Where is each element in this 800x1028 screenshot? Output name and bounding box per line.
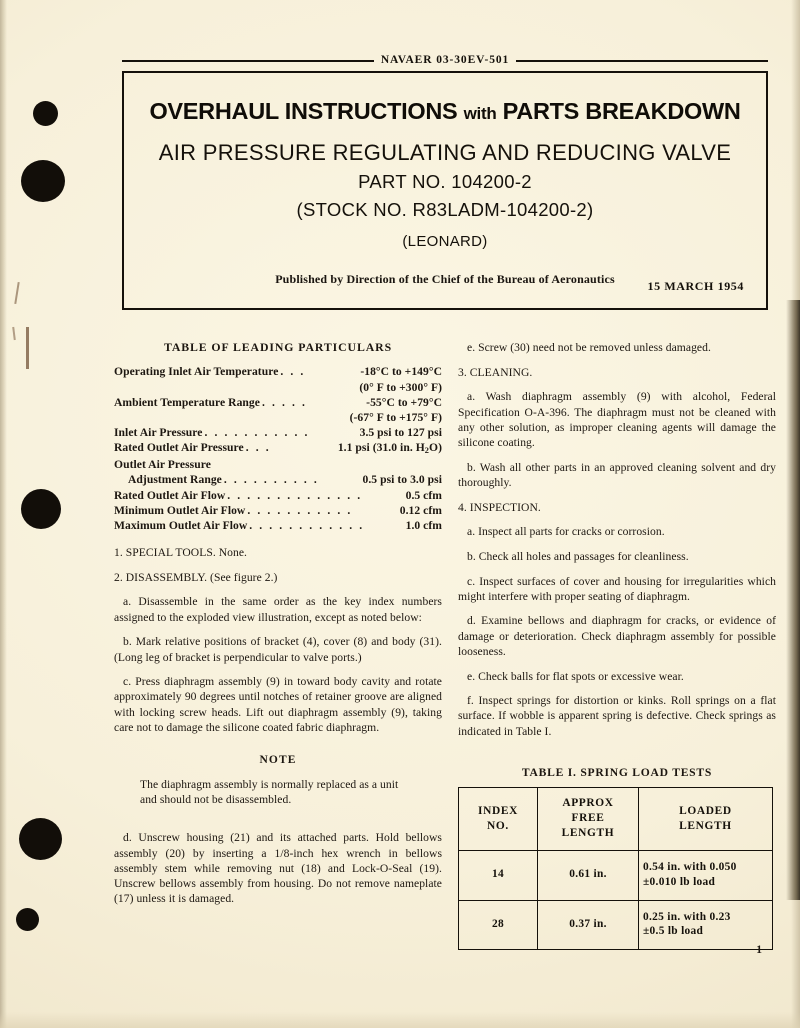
cell-loaded-length [639, 850, 773, 900]
cell-index-no: 14 [459, 850, 538, 900]
particular-row [114, 503, 442, 518]
spacer [114, 534, 442, 545]
particular-value: 1.1 psi (31.0 in. $H_2O$) [337, 441, 442, 456]
spring-table-caption: TABLE I. SPRING LOAD TESTS [521, 766, 713, 780]
particular-row [114, 364, 442, 379]
particular-value-continued: (-67° F to +175° F) [349, 411, 442, 425]
outlet-pressure-label: Outlet Air Pressure [114, 458, 211, 472]
published-by-line: Published by Direction of the Chief of the Bureau of Aeronautics [275, 272, 615, 286]
particular-value: 0.5 psi to 3.0 psi [362, 473, 442, 487]
section-special-tools: 1. SPECIAL TOOLS. None. [114, 546, 247, 560]
paragraph-text: f. Inspect springs for distortion or kinks. Roll springs on a flat surface. If wobble is apparent spring is defective. Check springs as indicated in Table I. [458, 694, 776, 738]
pen-scribble-mark [26, 327, 29, 369]
particular-row [114, 518, 442, 533]
paragraph-text: a. Inspect all parts for cracks or corrosion. [467, 525, 665, 539]
subtitle: AIR PRESSURE REGULATING AND REDUCING VALVE [158, 140, 732, 165]
paragraph-inspection-e [458, 669, 776, 684]
paragraph-inspection-c [458, 574, 776, 604]
particular-label: Minimum Outlet Air Flow [114, 503, 246, 517]
header-line: APPROX [562, 797, 614, 810]
particular-dots: . . . . . . . . . . . [247, 503, 353, 517]
left-column [114, 340, 442, 916]
paragraph-text: a. Wash diaphragm assembly (9) with alcohol, Federal Specification O-A-396. The diaphragm must not be cleaned with any other solution, as improper cleaning agents will damage the silicone coating. [458, 390, 776, 449]
paragraph-disassembly-b [114, 634, 442, 664]
punch-hole-mark [16, 908, 39, 931]
particular-label: Operating Inlet Air Temperature [114, 365, 279, 379]
paragraph-disassembly-d [114, 830, 442, 906]
particular-label: Ambient Temperature Range [114, 395, 260, 409]
column-header-approx-free-length [538, 788, 639, 850]
particular-row [114, 425, 442, 440]
paragraph-cleaning-a [458, 389, 776, 450]
paragraph-inspection-a [458, 524, 776, 539]
section-cleaning-heading: 3. CLEANING. [458, 365, 533, 379]
particular-value: 1.0 cfm [405, 518, 442, 532]
particular-value: -18°C to +149°C [360, 365, 442, 379]
particular-value: -55°C to +79°C [366, 395, 442, 409]
particular-label: Maximum Outlet Air Flow [114, 518, 248, 532]
page-number: 1 [756, 944, 762, 956]
leading-particulars-list [114, 364, 442, 533]
header-line: INDEX [478, 804, 518, 817]
column-header-loaded-length [639, 788, 773, 850]
part-number: PART NO. 104200-2 [358, 171, 532, 192]
scan-edge-shadow-left [0, 0, 7, 1028]
manufacturer-name: (LEONARD) [402, 233, 488, 250]
note-body: The diaphragm assembly is normally replaced as a unit and should not be disassembled. [140, 778, 399, 807]
scan-edge-shadow-bottom [0, 1012, 800, 1028]
cell-free-length: 0.37 in. [538, 900, 639, 950]
paragraph-inspection-d [458, 613, 776, 659]
paragraph-text: d. Unscrew housing (21) and its attached parts. Hold bellows assembly (20) by inserting a 1/8-inch hex wrench in bellows assembly stem while removing nut (18) and Lock-O-Seal (19). Unscrew bellows assembly from housing. Do not remove nameplate (17) unless it is damaged. [114, 831, 442, 906]
table-row [459, 900, 773, 950]
particular-dots: . . . . . . . . . . . . [249, 518, 365, 532]
main-title-part2: PARTS BREAKDOWN [502, 98, 741, 124]
section-inspection-heading: 4. INSPECTION. [458, 500, 541, 514]
particular-row [114, 472, 442, 487]
paragraph-text: b. Mark relative positions of bracket (4), cover (8) and body (31). (Long leg of bracket is perpendicular to valve ports.) [114, 635, 442, 664]
cell-line: ±0.010 lb load [643, 875, 716, 888]
cell-free-length: 0.61 in. [538, 850, 639, 900]
paragraph-text: b. Check all holes and passages for cleanliness. [467, 549, 689, 563]
paragraph-disassembly-c [114, 674, 442, 735]
particular-value: 3.5 psi to 127 psi [359, 426, 442, 440]
header-line: NO. [487, 819, 509, 832]
right-column [458, 340, 776, 950]
particular-dots: . . . . . . . . . . . [204, 426, 310, 440]
particular-label: Rated Outlet Air Pressure [114, 441, 244, 455]
paragraph-disassembly-e [458, 340, 776, 355]
paragraph-inspection-f [458, 693, 776, 739]
particular-value: 0.5 cfm [405, 488, 442, 502]
punch-hole-mark [33, 101, 58, 126]
particular-row [114, 488, 442, 503]
leading-particulars-heading: TABLE OF LEADING PARTICULARS [163, 340, 393, 354]
stock-number: (STOCK NO. R83LADM-104200-2) [296, 199, 594, 220]
paragraph-text: b. Wash all other parts in an approved cleaning solvent and dry thoroughly. [458, 460, 776, 489]
scan-edge-shadow-right [786, 300, 800, 900]
section-disassembly-heading: 2. DISASSEMBLY. (See figure 2.) [114, 570, 278, 584]
main-title [124, 98, 766, 125]
header-line: LENGTH [679, 819, 732, 832]
particular-value-continued: (0° F to +300° F) [359, 380, 442, 394]
particular-dots: . . . . . . . . . . . . . . [227, 488, 363, 502]
particular-dots: . . . [245, 441, 271, 455]
main-title-part1: OVERHAUL INSTRUCTIONS [149, 98, 458, 124]
publication-date: 15 MARCH 1954 [647, 279, 744, 293]
header-line: LENGTH [561, 827, 615, 840]
particular-dots: . . . . . [261, 395, 307, 409]
cell-loaded-length [639, 900, 773, 950]
header-rule-left [122, 60, 374, 62]
punch-hole-mark [19, 818, 62, 860]
particular-row [114, 440, 442, 457]
table-header-row [459, 788, 773, 850]
cell-line: 0.54 in. with 0.050 [643, 860, 737, 873]
paragraph-inspection-b [458, 549, 776, 564]
cell-line: 0.25 in. with 0.23 [643, 910, 731, 923]
paragraph-disassembly-a [114, 594, 442, 624]
paragraph-text: e. Screw (30) need not be removed unless damaged. [467, 341, 711, 354]
particular-label: Rated Outlet Air Flow [114, 488, 226, 502]
paragraph-cleaning-b [458, 460, 776, 490]
header-line: LOADED [679, 804, 732, 817]
paragraph-text: d. Examine bellows and diaphragm for cracks, or evidence of damage or deterioration. Check diaphragm assembly for possible looseness. [458, 614, 776, 658]
paragraph-text: a. Disassemble in the same order as the key index numbers assigned to the exploded view illustration, except as noted below: [114, 595, 442, 624]
cell-index-no: 28 [459, 900, 538, 950]
particular-value: 0.12 cfm [399, 503, 442, 517]
main-title-conjunction: with [463, 104, 497, 123]
paragraph-text: c. Press diaphragm assembly (9) in toward body cavity and rotate approximately 90 degrees until notches of retainer groove are aligned with locking screw heads. Lift out diaphragm assembly (9), taking care not to damage the silicone coated fabric diaphragm. [114, 675, 442, 734]
particular-label: Inlet Air Pressure [114, 426, 203, 440]
punch-hole-mark [21, 160, 65, 202]
paragraph-text: c. Inspect surfaces of cover and housing for irregularities which might interfere with proper seating of diaphragm. [458, 574, 776, 603]
column-header-index-no [459, 788, 538, 850]
spacer [458, 748, 776, 759]
particular-row [114, 395, 442, 410]
document-number-header [122, 55, 768, 67]
paragraph-text: e. Check balls for flat spots or excessive wear. [467, 669, 684, 683]
note-heading: NOTE [259, 753, 297, 766]
title-box [122, 71, 768, 310]
punch-hole-mark [21, 489, 61, 529]
header-line: FREE [571, 812, 605, 825]
table-row [459, 850, 773, 900]
particular-dots: . . . [280, 365, 306, 379]
particular-dots: . . . . . . . . . . [223, 473, 319, 487]
particular-label: Adjustment Range [128, 473, 222, 487]
spacer [114, 807, 442, 825]
cell-line: ±0.5 lb load [643, 925, 704, 938]
header-rule-right [516, 60, 768, 62]
spring-load-tests-table [458, 787, 773, 950]
document-number: NAVAER 03-30EV-501 [380, 54, 510, 66]
